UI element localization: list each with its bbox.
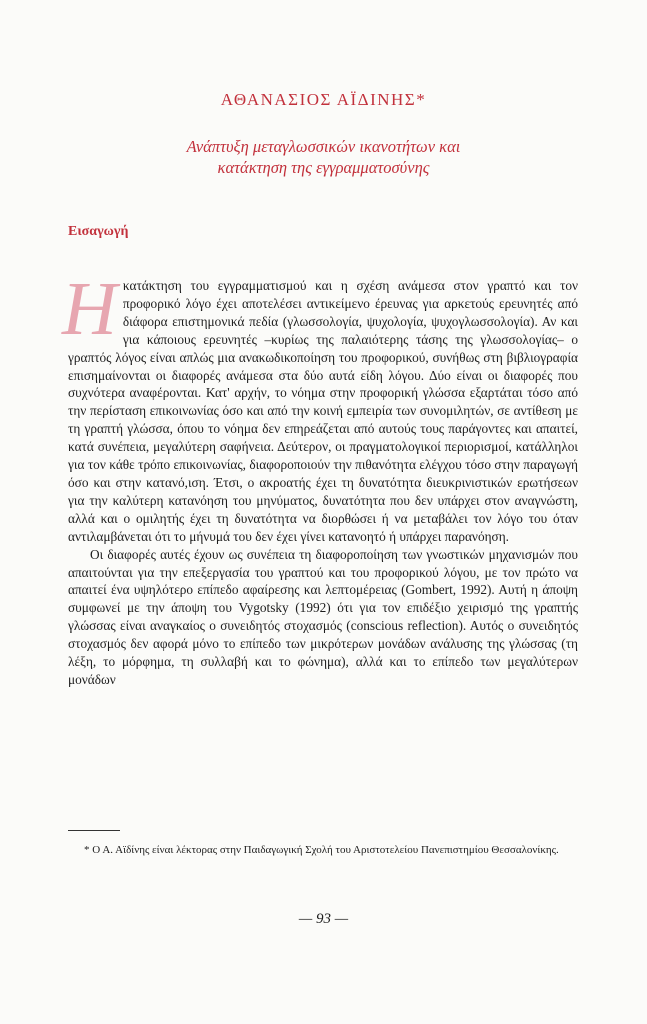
title-line-1: Ανάπτυξη μεταγλωσσικών ικανοτήτων και [186, 137, 461, 156]
footnote [68, 842, 578, 859]
page-number: — 93 — [298, 911, 349, 927]
footnote-text: * Ο Α. Αϊδίνης είναι λέκτορας στην Παιδαγωγική Σχολή του Αριστοτελείου Πανεπιστημίου Θεσσαλονίκης. [84, 844, 559, 856]
paragraph-1-text: κατάκτηση του εγγραμματισμού και η σχέση ανάμεσα στον γραπτό και τον προφορικό λόγο έχει αποτελέσει αντικείμενο έρευνας για αρκετούς ερευνητές από διάφορα επιστημονικά πεδία (γλωσσολογία, ψυχολογία, ψυχογλωσσολογία). Αν και για κάποιους ερευνητές –κυρίως της παλαιότερης τάσης της γλωσσολογίας– ο γραπτός λόγος είναι απλώς μια ανακωδικοποίηση του προφορικού, συνήθως στη βιβλιογραφία επισημαίνονται οι διαφορές ανάμεσα στα δύο αυτά είδη λόγου. Δύο είναι οι διαφορές που συχνότερα αναφέρονται. Κατ' αρχήν, το νόημα στην προφορική γλώσσα εξαρτάται τόσο από την περίσταση επικοινωνίας όσο και από την κοινή εμπειρία των συνομιλητών, σε αντίθεση με τη γραπτή γλώσσα, όπου το νόημα δεν επηρεάζεται από αυτούς τους παράγοντες και απαιτεί, κατά συνέπεια, μεγαλύτερη σαφήνεια. Δεύτερον, οι πραγματολογικοί περιορισμοί, κατάλληλοι για τον κάθε τρόπο επικοινωνίας, διαφοροποιούν την πιθανότητα ελέγχου τόσο στην παραγωγή όσο και στην κατανό,ιση. Έτσι, ο ακροατής έχει τη δυνατότητα διευκρινιστικών ερωτήσεων για την καλύτερη κατανόηση του μηνύματος, δυνατότητα που δεν υπάρχει στον αναγνώστη, αλλά και ο ομιλητής έχει τη δυνατότητα να διορθώσει ή να μεταβάλει τον λόγο του όταν αντιλαμβάνεται ότι το μήνυμά του δεν έχει γίνει κατανοητό ή υπάρχει παρανόηση. [68, 278, 578, 544]
article-title [80, 136, 567, 178]
section-heading: Εισαγωγή [68, 224, 129, 239]
author-name: ΑΘΑΝΑΣΙΟΣ ΑΪΔΙΝΗΣ* [220, 90, 427, 109]
drop-cap: Η [62, 267, 117, 351]
paragraph-1 [62, 267, 578, 546]
body-text [62, 267, 578, 689]
title-line-2: κατάκτηση της εγγραμματοσύνης [217, 158, 430, 177]
footnote-divider [68, 830, 120, 831]
paragraph-2: Οι διαφορές αυτές έχουν ως συνέπεια τη διαφοροποίηση των γνωστικών μηχανισμών που απαιτούνται για την επεξεργασία του γραπτού και του προφορικού λόγου, με τον πρώτο να απαιτεί ένα υψηλότερο επίπεδο αφαίρεσης και λεπτομέρειας (Gombert, 1992). Αυτή η άποψη συμφωνεί με την άποψη του Vygotsky (1992) ότι για τον επιδέξιο χειρισμό της γραπτής γλώσσας είναι αναγκαίος ο συνειδητός στοχασμός (conscious reflection). Αυτός ο συνειδητός στοχασμός δεν αφορά μόνο το επίπεδο των μικρότερων μονάδων ανάλυσης της γλώσσας (τη λέξη, το μόρφημα, τη συλλαβή και το φώνημα), αλλά και το επίπεδο των μεγαλύτερων μονάδων [68, 546, 578, 687]
